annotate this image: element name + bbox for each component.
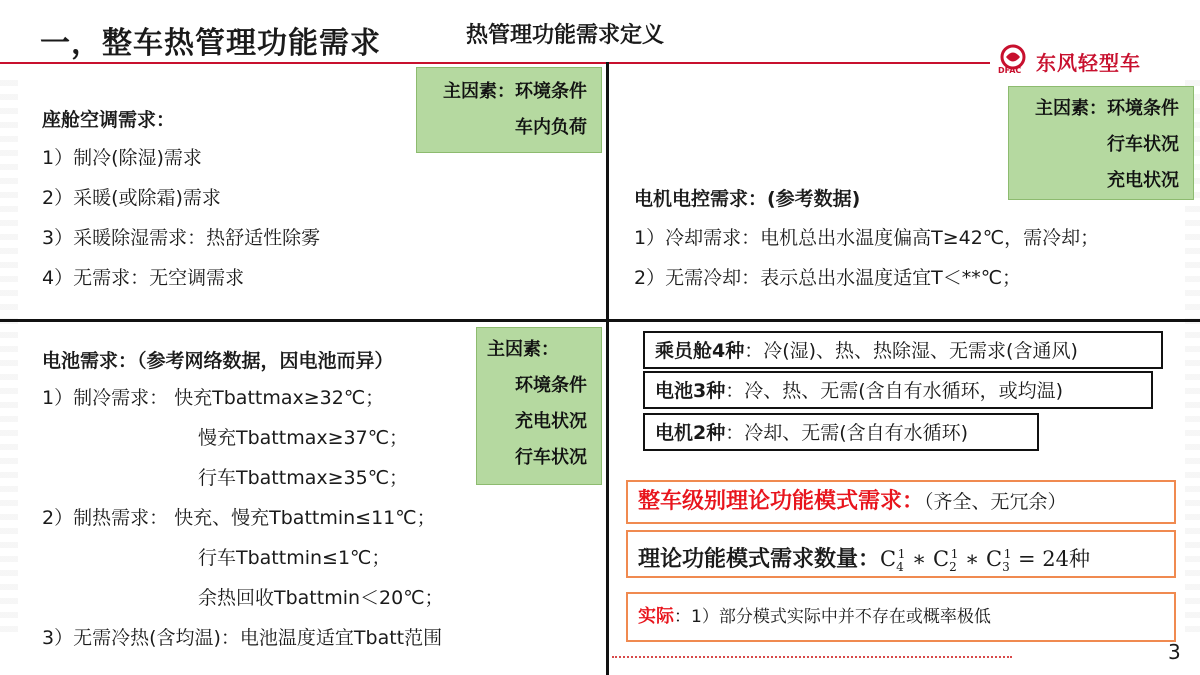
title-underline [0,62,990,64]
count-box [626,530,1176,578]
cabin-heading: 座舱空调需求： [42,109,176,131]
mode-text: ：冷却、无需(含自有水循环) [725,422,969,444]
logo-brand: DFAC [998,66,1022,75]
slide-subtitle: 热管理功能需求定义 [466,23,665,48]
brand-logo [996,44,1166,76]
list-item: 1）制冷需求： 快充Tbattmax≥32℃； [42,387,385,409]
battery-factor: 充电状况 [515,411,587,432]
list-item: 3）采暖除湿需求：热舒适性除雾 [42,227,321,249]
motor-factor: 行车状况 [1107,134,1179,155]
list-item: 3）无需冷热(含均温)：电池温度适宜Tbatt范围 [42,627,443,649]
mode-text: ：冷、热、无需(含自有水循环，或均温) [725,380,1064,402]
list-item: 1）冷却需求：电机总出水温度偏高T≥42℃，需冷却； [634,227,1100,249]
battery-factors-box [476,327,602,485]
battery-factor: 行车状况 [515,447,587,468]
vehicle-level-box [626,480,1176,524]
vertical-divider [606,62,609,675]
count-label: 理论功能模式需求数量： [638,547,881,572]
motor-list [634,218,1099,298]
mode-motor [643,413,1039,451]
motor-factor: 主因素：环境条件 [1035,98,1179,119]
logo-text: 东风轻型车 [1036,51,1141,75]
actual-label: 实际 [638,606,674,627]
list-item: 2）制热需求： 快充、慢充Tbattmin≤11℃； [42,507,436,529]
horizontal-divider [0,319,1200,322]
battery-factor: 环境条件 [515,375,587,396]
mode-battery [643,371,1153,409]
mode-label: 电机2种 [655,422,726,444]
mode-label: 乘员舱4种 [655,340,745,362]
battery-list [42,378,444,658]
vehicle-level-note: （齐全、无冗余） [924,491,1067,513]
list-item: 行车Tbattmax≥35℃； [198,467,409,489]
actual-box [626,592,1176,642]
battery-factor: 主因素： [487,339,559,360]
slide-title: 一，整车热管理功能需求 [40,26,381,61]
footer-dotted-line [612,656,1012,658]
page-number: 3 [1168,640,1181,664]
count-formula: $C_4^1$ ∗ $C_2^1$ ∗ $C_3^1 = 24$种 [880,547,1091,575]
cabin-factor: 车内负荷 [515,117,587,138]
list-item: 余热回收Tbattmin＜20℃； [198,587,444,609]
list-item: 行车Tbattmin≤1℃； [198,547,391,569]
mode-text: ：冷(湿)、热、热除湿、无需求(含通风) [744,340,1078,362]
list-item: 2）无需冷却：表示总出水温度适宜T＜**℃； [634,267,1022,289]
cabin-factors-box [416,67,602,153]
list-item: 1）制冷(除湿)需求 [42,147,202,169]
cabin-factor: 主因素：环境条件 [443,81,587,102]
motor-factor: 充电状况 [1107,170,1179,191]
vehicle-level-label: 整车级别理论功能模式需求： [638,489,925,514]
actual-text: ：1）部分模式实际中并不存在或概率极低 [674,607,991,627]
list-item: 4）无需求：无空调需求 [42,267,245,289]
battery-heading: 电池需求：（参考网络数据，因电池而异） [42,350,394,372]
cabin-list [42,138,320,298]
list-item: 2）采暖(或除霜)需求 [42,187,221,209]
mode-cabin [643,331,1163,369]
left-decoration [0,80,18,640]
motor-heading: 电机电控需求：(参考数据) [634,188,861,210]
motor-factors-box [1008,86,1194,200]
list-item: 慢充Tbattmax≥37℃； [198,427,409,449]
mode-label: 电池3种 [655,380,726,402]
